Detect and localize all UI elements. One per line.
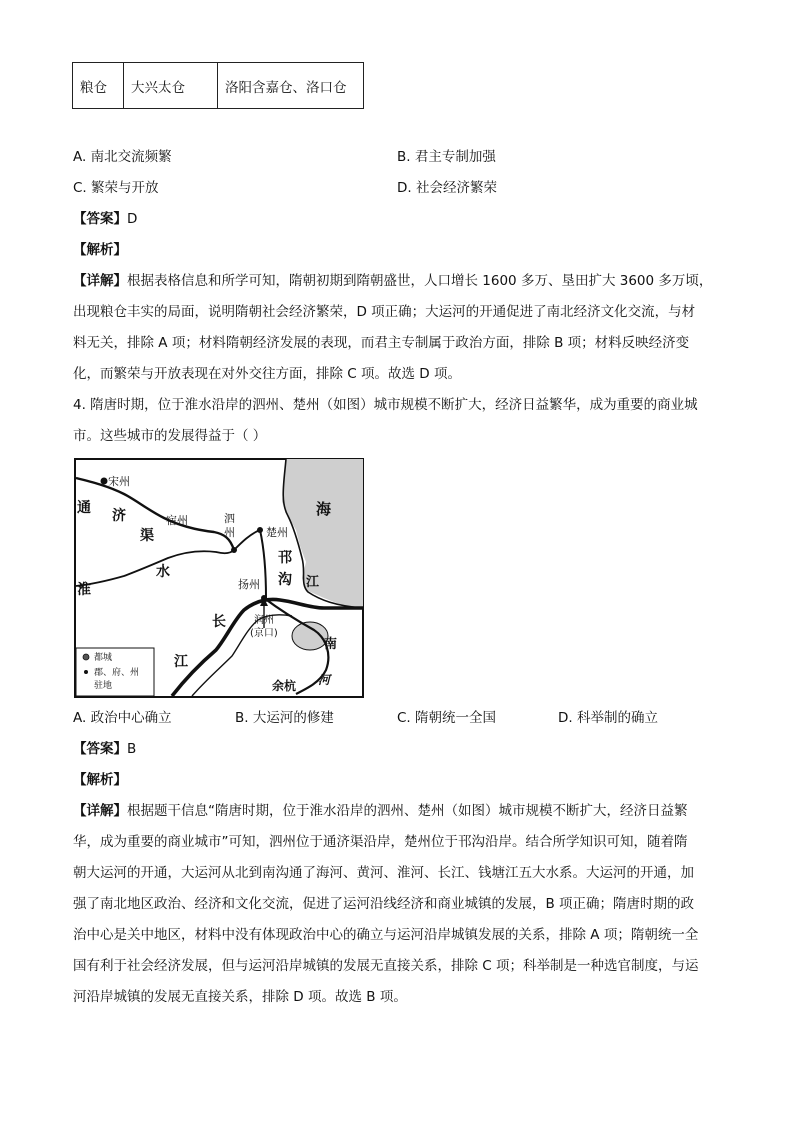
q4-explanation-line: 华，成为重要的商业城市”可知，泗州位于通济渠沿岸，楚州位于邗沟沿岸。结合所学知识可知，随着隋 bbox=[73, 834, 688, 850]
q3-detail-line bbox=[73, 271, 712, 291]
q4-option-d: D. 科举制的确立 bbox=[558, 710, 658, 726]
lake bbox=[292, 622, 328, 650]
legend-prefecture: 郡、府、州 bbox=[94, 668, 140, 678]
q3-answer-line bbox=[73, 209, 137, 229]
q3-option-c: C. 繁荣与开放 bbox=[73, 180, 159, 196]
capital-symbol bbox=[83, 654, 89, 660]
q4-option-a: A. 政治中心确立 bbox=[73, 710, 172, 726]
q4-stem-line: 市。这些城市的发展得益于（ ） bbox=[73, 428, 267, 444]
q4-option-b: B. 大运河的修建 bbox=[235, 710, 334, 726]
table-cell: 大兴太仓 bbox=[124, 63, 218, 109]
q4-explanation-line: 国有利于社会经济发展，但与运河沿岸城镇的发展无直接关系，排除 C 项；科举制是一种选官制度，与运 bbox=[73, 958, 699, 974]
map-label: 南 bbox=[324, 637, 338, 652]
map-label: 长 bbox=[212, 614, 226, 630]
map-label: 江 bbox=[306, 575, 320, 590]
q4-explanation-line: 根据题干信息“隋唐时期，位于淮水沿岸的泗州、楚州（如图）城市规模不断扩大，经济日益繁 bbox=[127, 803, 688, 819]
q3-explanation-line: 出现粮仓丰实的局面，说明隋朝社会经济繁荣，D 项正确；大运河的开通促进了南北经济文化交流，与材 bbox=[73, 304, 696, 320]
detail-tag: 【详解】 bbox=[73, 273, 127, 289]
map-label: 泗 bbox=[224, 512, 235, 525]
map-label-chuzhou: 楚州 bbox=[266, 526, 288, 539]
q4-detail-line bbox=[73, 801, 688, 821]
map-label-songzhou: 宋州 bbox=[108, 475, 130, 488]
map-label-runzhou: 润州 bbox=[254, 615, 274, 626]
map-label: 水 bbox=[156, 564, 170, 580]
map-label: 渠 bbox=[140, 528, 154, 544]
q3-explanation-line: 化，而繁荣与开放表现在对外交往方面，排除 C 项。故选 D 项。 bbox=[73, 366, 461, 382]
map-label: 邗 bbox=[278, 550, 292, 566]
q4-analysis-tag: 【解析】 bbox=[73, 772, 127, 788]
map-label-sea: 海 bbox=[316, 500, 332, 518]
q4-stem-line: 4. 隋唐时期，位于淮水沿岸的泗州、楚州（如图）城市规模不断扩大，经济日益繁华，成为重要的商业城 bbox=[73, 397, 698, 413]
map-label-yangzhou: 扬州 bbox=[238, 578, 260, 591]
detail-tag: 【详解】 bbox=[73, 803, 127, 819]
q3-option-a: A. 南北交流频繁 bbox=[73, 149, 172, 165]
answer-value: B bbox=[127, 741, 137, 757]
answer-tag: 【答案】 bbox=[73, 211, 127, 227]
city-dot bbox=[101, 478, 108, 485]
table-cell: 粮仓 bbox=[73, 63, 124, 109]
map-label: 河 bbox=[318, 673, 331, 687]
map-label: 淮 bbox=[77, 582, 91, 598]
q3-explanation-line: 根据表格信息和所学可知，隋朝初期到隋朝盛世，人口增长 1600 多万、垦田扩大 3600 多万顷， bbox=[127, 273, 713, 289]
q4-explanation-line: 治中心是关中地区，材料中没有体现政治中心的确立与运河沿岸城镇发展的关系，排除 A 项；隋朝统一全 bbox=[73, 927, 699, 943]
q3-explanation-line: 料无关，排除 A 项；材料隋朝经济发展的表现，而君主专制属于政治方面，排除 B 项；材料反映经济变 bbox=[73, 335, 690, 351]
map-label-suzhou: 宿州 bbox=[166, 514, 188, 527]
city-dot bbox=[257, 527, 263, 533]
q4-option-c: C. 隋朝统一全国 bbox=[397, 710, 497, 726]
map-label: 沟 bbox=[278, 572, 292, 588]
table-row bbox=[73, 63, 364, 109]
q4-explanation-line: 朝大运河的开通，大运河从北到南沟通了海河、黄河、淮河、长江、钱塘江五大水系。大运河的开通，加 bbox=[73, 865, 694, 881]
table-cell: 洛阳含嘉仓、洛口仓 bbox=[218, 63, 364, 109]
q4-explanation-line: 河沿岸城镇的发展无直接关系，排除 D 项。故选 B 项。 bbox=[73, 989, 407, 1005]
map-label: 州 bbox=[224, 526, 235, 539]
q3-analysis-tag: 【解析】 bbox=[73, 242, 127, 258]
legend-prefecture: 驻地 bbox=[94, 681, 113, 691]
q4-answer-line bbox=[73, 739, 136, 759]
granary-table bbox=[72, 62, 364, 109]
q4-explanation-line: 强了南北地区政治、经济和文化交流，促进了运河沿线经济和商业城镇的发展，B 项正确；隋唐时期的政 bbox=[73, 896, 695, 912]
city-dot bbox=[261, 595, 267, 601]
map-label: 江 bbox=[174, 654, 188, 670]
prefecture-symbol bbox=[84, 670, 88, 674]
map-label-jingkou: (京口) bbox=[250, 628, 278, 639]
map-label: 通 bbox=[77, 500, 91, 516]
answer-value: D bbox=[127, 211, 138, 227]
legend-capital: 都城 bbox=[94, 653, 113, 663]
answer-tag: 【答案】 bbox=[73, 741, 127, 757]
city-dot bbox=[231, 547, 237, 553]
q3-option-b: B. 君主专制加强 bbox=[397, 149, 496, 165]
map-label: 济 bbox=[112, 508, 126, 524]
q3-option-d: D. 社会经济繁荣 bbox=[397, 180, 497, 196]
grand-canal-map bbox=[74, 458, 364, 698]
map-label-yuhang: 余杭 bbox=[272, 679, 297, 693]
